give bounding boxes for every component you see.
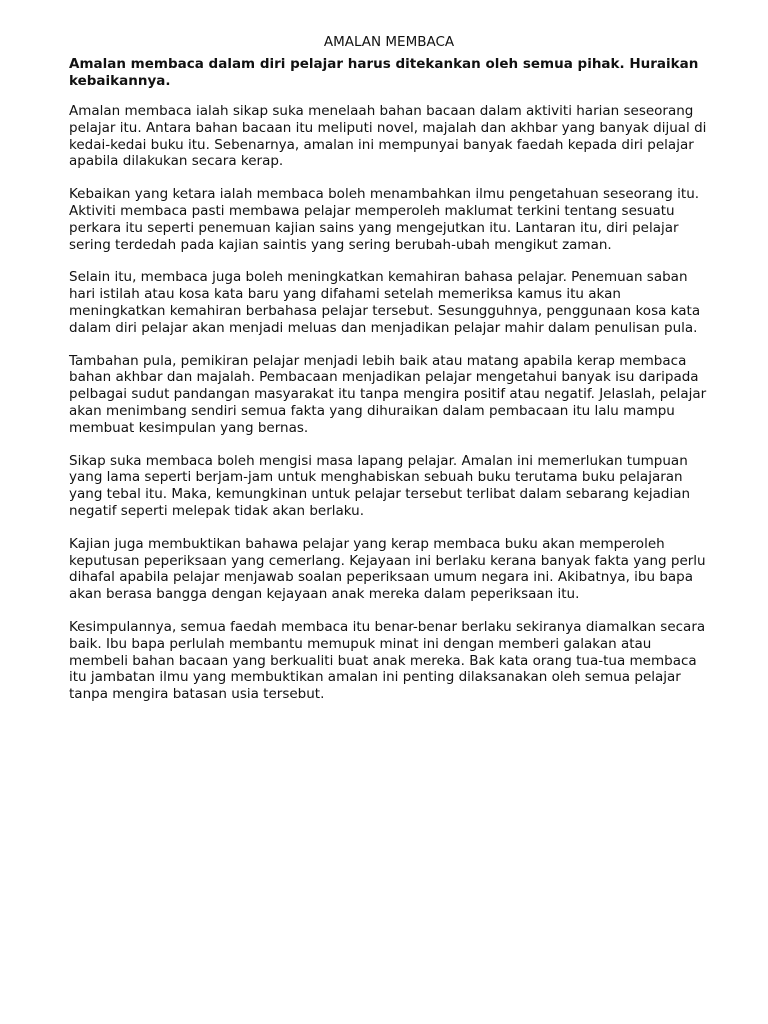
- document-page: [69, 34, 709, 719]
- paragraph-mature-thinking: Tambahan pula, pemikiran pelajar menjadi lebih baik atau matang apabila kerap membaca bahan akhbar dan majalah. Pembacaan menjadikan pelajar mengetahui banyak isu daripada pelbagai sudut pandangan masyarakat itu tanpa mengira positif atau negatif. Jelaslah, pelajar akan menimbang sendiri semua fakta yang dihuraikan dalam pembacaan itu lalu mampu membuat kesimpulan yang bernas.: [69, 352, 707, 436]
- document-title: AMALAN MEMBACA: [323, 34, 455, 50]
- essay-question: Amalan membaca dalam diri pelajar harus ditekankan oleh semua pihak. Huraikan kebaikannya.: [69, 56, 699, 89]
- paragraph-knowledge: Kebaikan yang ketara ialah membaca boleh menambahkan ilmu pengetahuan seseorang itu. Aktiviti membaca pasti membawa pelajar memperoleh maklumat terkini tentang sesuatu perkara itu seperti penemuan kajian sains yang mengejutkan itu. Lantaran itu, diri pelajar sering terdedah pada kajian saintis yang sering berubah-ubah mengikut zaman.: [69, 186, 700, 253]
- paragraph-introduction: Amalan membaca ialah sikap suka menelaah bahan bacaan dalam aktiviti harian seseorang pelajar itu. Antara bahan bacaan itu meliputi novel, majalah dan akhbar yang banyak dijual di kedai-kedai buku itu. Sebenarnya, amalan ini mempunyai banyak faedah kepada diri pelajar apabila dilakukan secara kerap.: [69, 103, 707, 170]
- paragraph-exam-results: Kajian juga membuktikan bahawa pelajar yang kerap membaca buku akan memperoleh keputusan peperiksaan yang cemerlang. Kejayaan ini berlaku kerana banyak fakta yang perlu dihafal apabila pelajar menjawab soalan peperiksaan umum negara ini. Akibatnya, ibu bapa akan berasa bangga dengan kejayaan anak mereka dalam peperiksaan itu.: [69, 535, 706, 603]
- paragraph-conclusion: Kesimpulannya, semua faedah membaca itu benar-benar berlaku sekiranya diamalkan secara baik. Ibu bapa perlulah membantu memupuk minat ini dengan memberi galakan atau membeli bahan bacaan yang berkualiti buat anak mereka. Bak kata orang tua-tua membaca itu jambatan ilmu yang membuktikan amalan ini penting dilaksanakan oleh semua pelajar tanpa mengira batasan usia tersebut.: [69, 618, 706, 703]
- paragraph-language-skills: Selain itu, membaca juga boleh meningkatkan kemahiran bahasa pelajar. Penemuan saban hari istilah atau kosa kata baru yang difahami setelah memeriksa kamus itu akan meningkatkan kemahiran berbahasa pelajar tersebut. Sesungguhnya, penggunaan kosa kata dalam diri pelajar akan menjadi meluas dan menjadikan pelajar mahir dalam penulisan pula.: [69, 269, 701, 336]
- paragraph-leisure-time: Sikap suka membaca boleh mengisi masa lapang pelajar. Amalan ini memerlukan tumpuan yang lama seperti berjam-jam untuk menghabiskan sebuah buku terutama buku pelajaran yang tebal itu. Maka, kemungkinan untuk pelajar tersebut terlibat dalam sebarang kejadian negatif seperti melepak tidak akan berlaku.: [69, 452, 691, 519]
